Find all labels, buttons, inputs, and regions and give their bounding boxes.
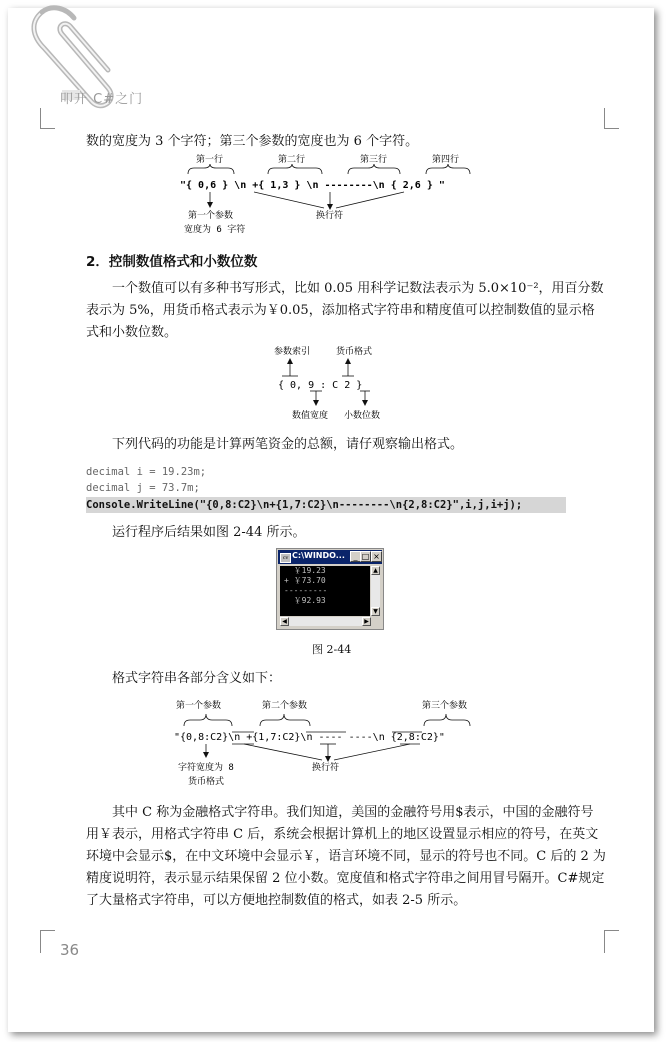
console-line: ￥19.23 [284,566,326,575]
figure-caption: 图 2-44 [312,643,352,656]
diagram-note: 换行符 [312,763,340,773]
diagram-label: 第一行 [196,155,224,165]
code-line: decimal i = 19.23m; [86,466,207,478]
close-button[interactable]: × [371,551,382,562]
format-diagram-2 [270,344,400,424]
diagram-label: 第二行 [278,155,306,165]
diagram-note: 换行符 [316,211,344,221]
format-diagram-1 [170,150,510,238]
scroll-left-icon[interactable]: ◀ [280,617,289,626]
section-heading: 2．控制数值格式和小数位数 [86,254,258,270]
diagram-label: 货币格式 [336,347,373,357]
crop-mark [604,930,619,953]
paragraph: 一个数值可以有多种书写形式，比如 0.05 用科学记数法表示为 5.0×10⁻²，用百分数表示为 5%，用货币格式表示为￥0.05，添加格式字符串和精度值可以控制数值的显示格式和小数位数。 [86,281,604,340]
diagram-label: 第二个参数 [262,701,308,711]
diagram-label: 小数位数 [344,411,381,421]
console-output [280,566,370,616]
diagram-note: 第一个参数 [188,211,234,221]
diagram-label: 第三个参数 [422,701,468,711]
diagram-label: 第四行 [432,155,460,165]
diagram-code: "{0,8:C2}\n +{1,7:C2}\n ---- ----\n {2,8:C2}" [174,732,445,743]
diagram-label: 数值宽度 [292,411,329,421]
code-line: decimal j = 73.7m; [86,482,200,494]
paragraph: 下列代码的功能是计算两笔资金的总额，请仔观察输出格式。 [112,437,464,452]
format-diagram-3 [170,696,500,792]
vertical-scrollbar[interactable] [371,566,380,616]
diagram-label: 参数索引 [274,347,311,357]
diagram-code: "{ 0,6 } \n +{ 1,3 } \n --------\n { 2,6 } " [180,180,445,191]
scroll-right-icon[interactable]: ▶ [362,617,371,626]
paragraph: 数的宽度为 3 个字符；第三个参数的宽度也为 6 个字符。 [86,134,419,149]
running-header: 叩开 C#之门 [60,92,144,107]
scroll-down-icon[interactable]: ▼ [371,607,380,616]
scroll-up-icon[interactable]: ▲ [371,566,380,575]
diagram-code: { 0, 9 : C 2 } [278,380,363,391]
page-number: 36 [60,941,80,959]
console-line: + ￥73.70 [284,576,326,585]
crop-mark [604,108,619,129]
diagram-note: 宽度为 6 字符 [184,225,246,235]
crop-mark [40,108,55,129]
diagram-note: 字符宽度为 8 [178,763,234,773]
paragraph: 其中 C 称为金融格式字符串。我们知道，美国的金融符号用$表示，中国的金融符号用￥表示，用格式字符串 C 后，系统会根据计算机上的地区设置显示相应的符号，在英文环境中会显示$，在中文环境中会显示￥，语言环境不同，显示的符号也不同。C 后的 2 为精度说明符，表示显示结果保留 2 位小数。宽度值和格式字符串之间用冒号隔开。C#规定了大量格式字符串，可以方便地控制数值的格式，如表 2-5 所示。 [86,805,606,908]
minimize-button[interactable]: _ [350,551,361,562]
code-line: Console.WriteLine("{0,8:C2}\n+{1,7:C2}\n--------\n{2,8:C2}",i,j,i+j); [86,497,566,513]
maximize-button[interactable]: □ [361,552,370,561]
diagram-label: 第三行 [360,155,388,165]
diagram-note: 货币格式 [188,777,225,787]
console-line: ￥92.93 [284,596,326,605]
paragraph: 格式字符串各部分含义如下： [112,671,282,686]
console-line: --------- [284,586,328,595]
horizontal-scrollbar[interactable] [280,617,371,626]
crop-mark [40,930,55,953]
paragraph: 运行程序后结果如图 2-44 所示。 [112,525,306,540]
console-window [276,548,384,630]
console-title: C:\WINDO... [292,551,345,560]
diagram-label: 第一个参数 [176,701,222,711]
console-app-icon: cv [280,553,291,563]
